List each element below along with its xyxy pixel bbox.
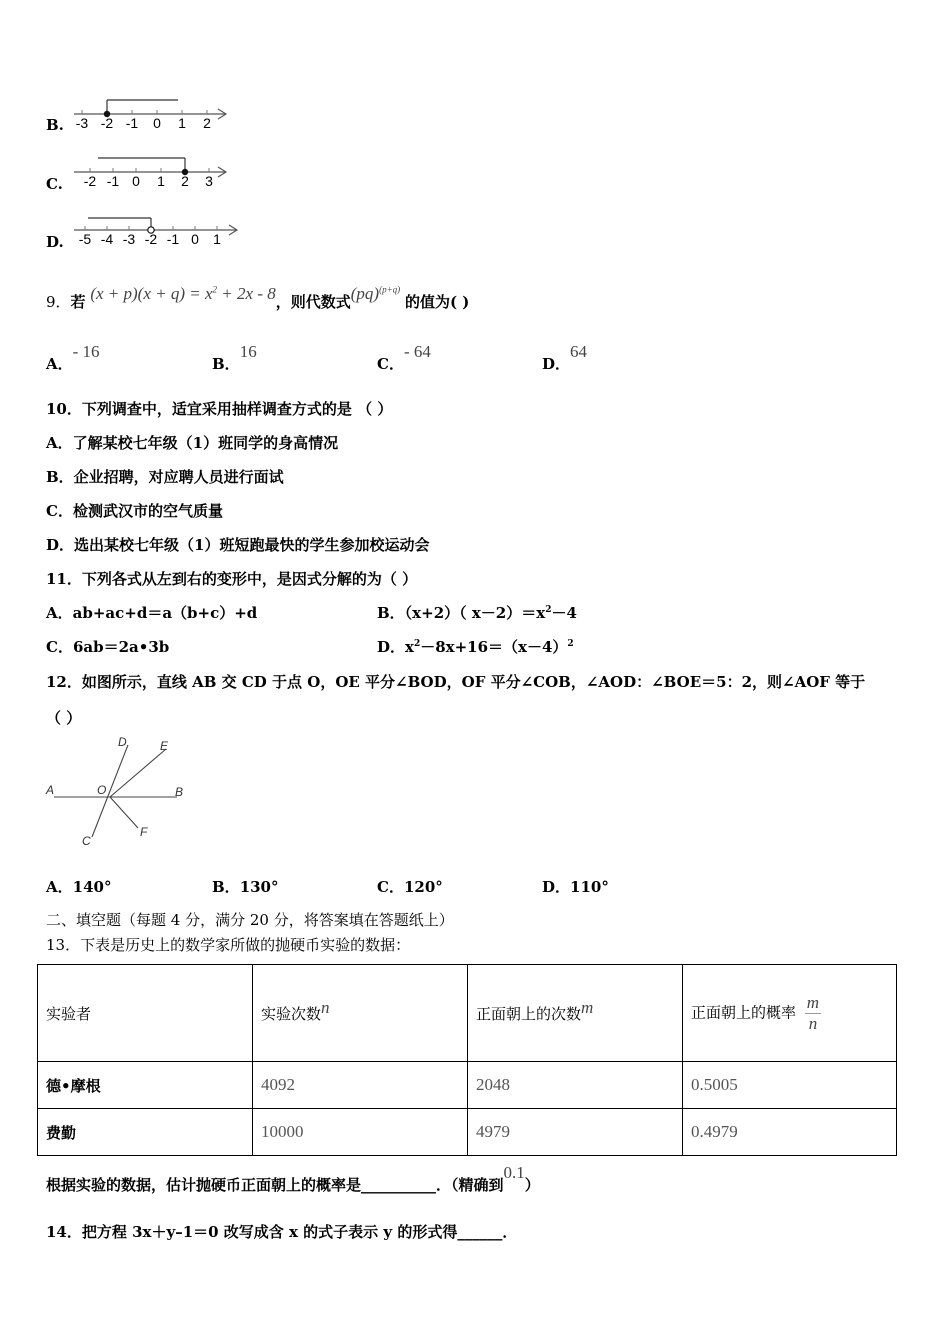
q9-option-a: A．- 16 (46, 342, 100, 373)
q8-option-b-label: B. (46, 116, 64, 134)
tick-label: -5 (78, 231, 92, 247)
q9-option-b: B．16 (212, 342, 257, 373)
header-cell: 正面朝上的次数m (468, 965, 683, 1062)
q10-option-a: A．了解某校七年级（1）班同学的身高情况 (46, 434, 339, 452)
tick-label: -1 (125, 115, 139, 131)
q11-option-c: C．6ab＝2a•3b (46, 638, 170, 656)
q8-option-d-label: D. (46, 233, 64, 251)
tick-label: 2 (203, 115, 211, 131)
label-a: A (46, 783, 55, 797)
number-line-b (70, 94, 235, 134)
label-d: D (118, 735, 127, 749)
label-c: C (82, 834, 91, 848)
label-e: E (160, 739, 169, 753)
tick-label: -3 (122, 231, 136, 247)
table-header-row (38, 965, 897, 1062)
header-cell: 正面朝上的概率 $\frac{m}{n}$ (683, 965, 897, 1062)
tick-label: 1 (157, 173, 165, 189)
tick-label: 1 (178, 115, 186, 131)
label-f: F (140, 825, 148, 839)
q9-expression: (pq)$^{(p+q)}$ (350, 284, 401, 303)
tick-label: 1 (213, 231, 221, 247)
fraction: $\frac{m}{n}$ (806, 992, 820, 1033)
q11-option-a: A．ab+ac+d＝a（b+c）+d (46, 604, 258, 622)
q12-option-d: D．110° (542, 878, 609, 896)
q10-stem: 10．下列调查中，适宜采用抽样调查方式的是 （ ） (46, 400, 393, 418)
tick-label: -3 (75, 115, 89, 131)
q13-stem: 13．下表是历史上的数学家所做的抛硬币实验的数据： (46, 936, 411, 954)
q12-option-a: A．140° (46, 878, 112, 896)
q13-footer: 根据实验的数据，估计抛硬币正面朝上的概率是__________．（精确到0.1） (46, 1163, 540, 1194)
q12-option-b: B．130° (212, 878, 279, 896)
table-row: 费勤 10000 4979 0.4979 (38, 1109, 897, 1156)
q9-option-d: D．64 (542, 342, 588, 373)
q9-option-c: C．- 64 (377, 342, 431, 373)
q8-option-c-label: C. (46, 175, 63, 193)
q10-option-d: D．选出某校七年级（1）班短跑最快的学生参加校运动会 (46, 536, 430, 554)
label-b: B (175, 785, 184, 799)
q10-option-b: B．企业招聘，对应聘人员进行面试 (46, 468, 284, 486)
q11-stem: 11．下列各式从左到右的变形中，是因式分解的为（ ） (46, 570, 418, 588)
number-line-d (70, 210, 245, 250)
tick-label: 3 (205, 173, 213, 189)
tick-label: 2 (181, 173, 189, 189)
tick-label: -1 (106, 173, 120, 189)
header-cell: 实验次数n (253, 965, 468, 1062)
tick-label: -4 (100, 231, 114, 247)
tick-label: -2 (144, 231, 158, 247)
q14-stem: 14．把方程 3x＋y–1＝0 改写成含 x 的式子表示 y 的形式得______． (46, 1223, 518, 1241)
q9-stem: 9．若 $(x + p)(x + q) = x^2 + 2x - 8$，则代数式(pq)$^{(p+q)}$ 的值为( ) (46, 284, 470, 311)
q12-figure (40, 732, 190, 852)
q9-equation: $(x + p)(x + q) = x^2 + 2x - 8$ (90, 284, 276, 303)
q12-paren: （ ） (46, 709, 82, 727)
tick-label: -2 (100, 115, 114, 131)
tick-label: 0 (153, 115, 161, 131)
q10-option-c: C．检测武汉市的空气质量 (46, 502, 223, 520)
label-o: O (97, 783, 107, 797)
tick-label: -2 (83, 173, 97, 189)
q12-option-c: C．120° (377, 878, 443, 896)
tick-label: -1 (166, 231, 180, 247)
q11-option-b: B．（x+2）（ $x-2)=x^2-4$ (377, 604, 577, 622)
q11-option-d: D．$x^2-8x+16=(x-4)^2$ (377, 638, 574, 656)
coin-toss-table (37, 964, 897, 1156)
header-cell: 实验者 (38, 965, 253, 1062)
q12-stem: 12．如图所示，直线 AB 交 CD 于点 O，OE 平分∠BOD，OF 平分∠COB，∠AOD：∠BOE＝5：2，则∠AOF 等于 (46, 673, 866, 691)
tick-label: 0 (191, 231, 199, 247)
section-heading: 二、填空题（每题 4 分，满分 20 分，将答案填在答题纸上） (46, 911, 454, 929)
table-row: 德•摩根 4092 2048 0.5005 (38, 1062, 897, 1109)
tick-label: 0 (132, 173, 140, 189)
number-line-c (70, 152, 235, 192)
